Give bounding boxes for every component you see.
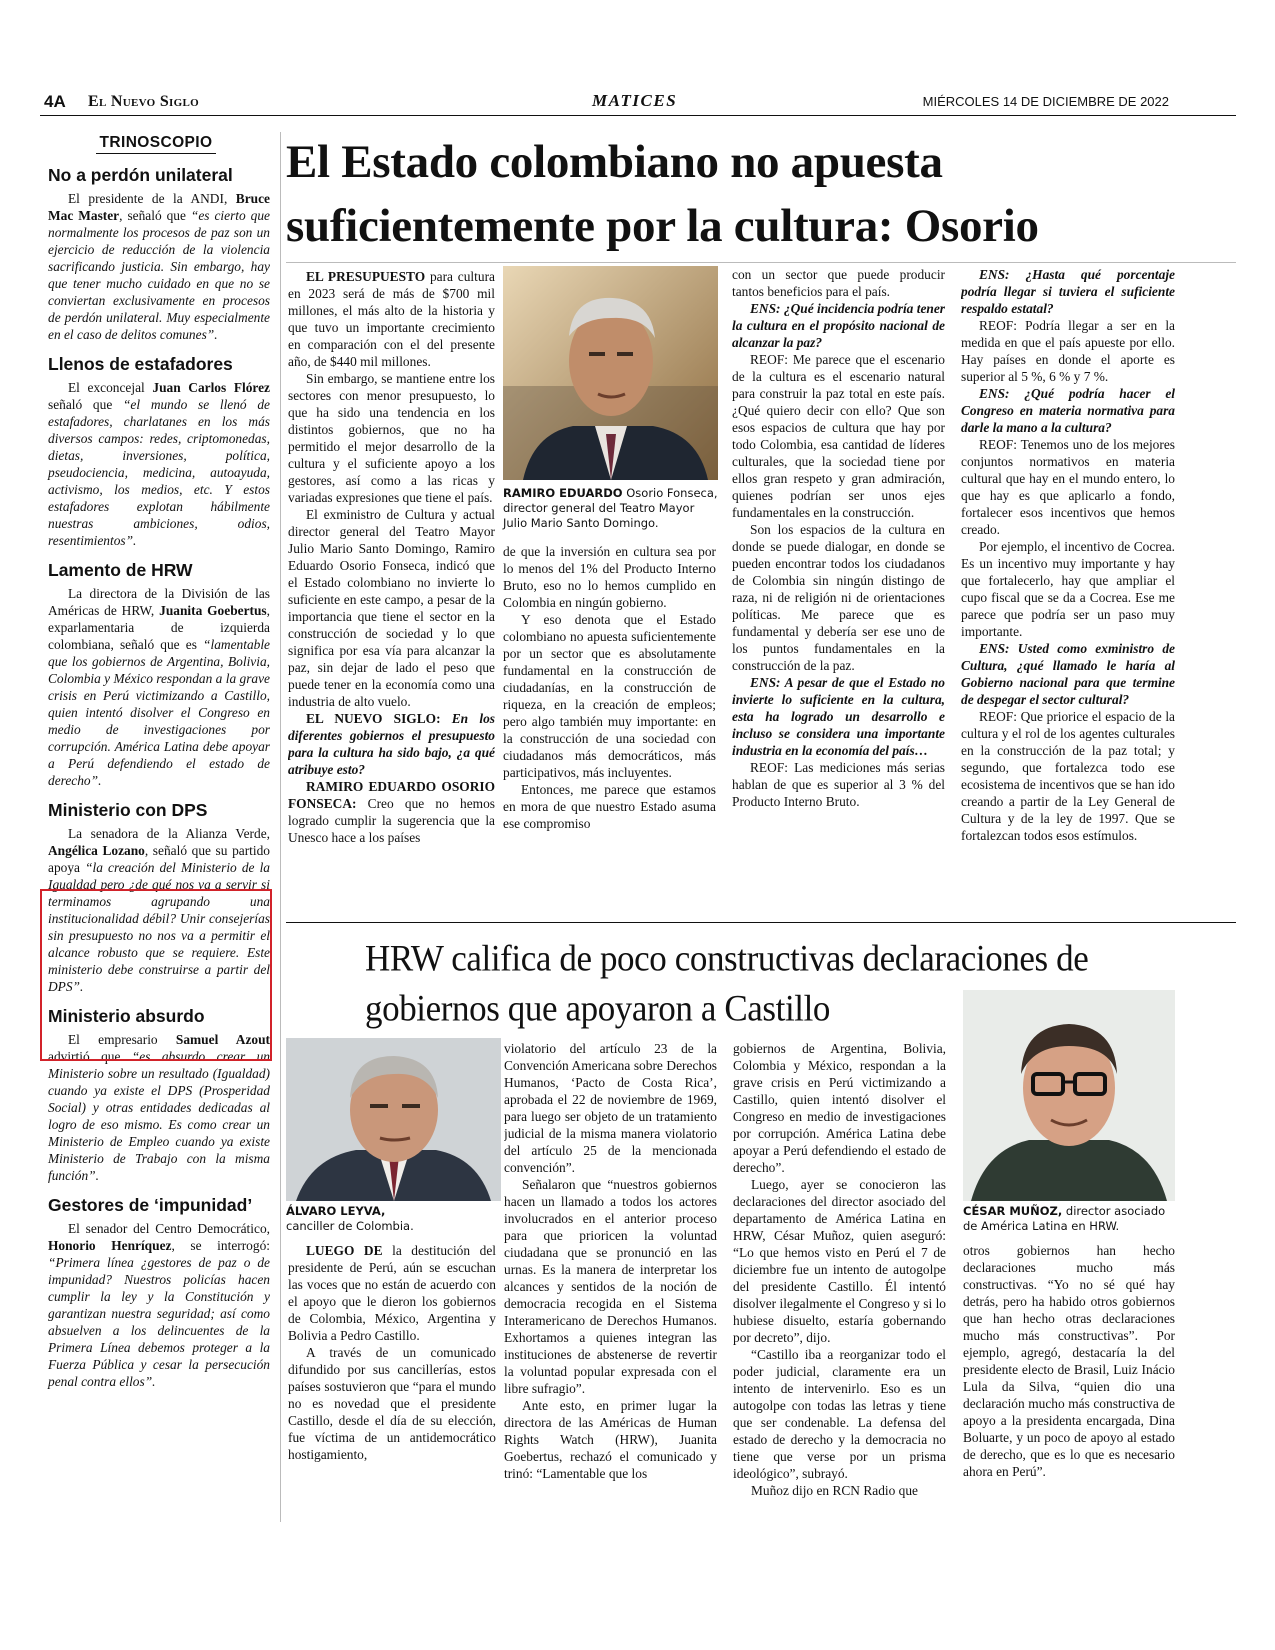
trino-text	[42, 190, 270, 343]
trino-text	[42, 585, 270, 789]
section-name: MATICES	[592, 91, 678, 110]
trino-item	[42, 164, 270, 343]
paragraph: gobiernos de Argentina, Bolivia, Colombia y México, respondan a la grave crisis en Perú victimizando a Castillo, quien intentó disolver el Congreso en medio de investigaciones por corrupción. América Latina debe apoyar a Perú defendiendo el estado de derecho”.	[733, 1041, 946, 1175]
paragraph: Muñoz dijo en RCN Radio que	[751, 1483, 918, 1498]
answer: REOF: Podría llegar a ser en la medida en que el país apueste por ello. Hay países en donde el aporte es superior al 5 %, 6 % y 7 %.	[961, 318, 1175, 384]
question: ENS: Usted como exministro de Cultura, ¿qué llamado le haría al Gobierno nacional para que termine de despegar el sector cultural?	[961, 641, 1175, 707]
article2-column-4	[963, 1242, 1175, 1532]
article1-column-4	[961, 266, 1175, 878]
photo-caption-munoz: CÉSAR MUÑOZ, director asociado de América Latina en HRW.	[963, 1204, 1166, 1233]
trino-heading: Ministerio absurdo	[48, 1006, 205, 1026]
header-rule	[40, 115, 1236, 116]
trino-mid: , exparlamentaria de izquierda colombiana, señaló que es	[48, 603, 271, 652]
article-separator	[286, 922, 1236, 923]
trino-name: Honorio Henríquez	[48, 1238, 172, 1253]
article1-column-2	[503, 543, 716, 879]
question: EL NUEVO SIGLO: En los diferentes gobiernos el presupuesto para la cultura ha sido bajo, ¿a qué atribuye esto?	[288, 711, 495, 777]
paragraph: de que la inversión en cultura sea por lo menos del 1% del Producto Interno Bruto, eso no lo hemos cumplido en Colombia en ningún gobierno.	[503, 544, 716, 610]
trino-name: Samuel Azout	[175, 1032, 270, 1047]
trino-name: Angélica Lozano	[48, 843, 145, 858]
trino-lead: El empresario	[68, 1032, 176, 1047]
question: ENS: ¿Hasta qué porcentaje podría llegar si tuviera el suficiente respaldo estatal?	[961, 267, 1175, 316]
answer: REOF: Que priorice el espacio de la cultura y el rol de los agentes culturales en la construcción de la paz total; y segundo, que fortalezca todo ese ecosistema de incentivos que se han ido creando a partir de la Ley General de Cultura y de la ley de 1997. Que se fortalezcan todos esos estímulos.	[961, 709, 1175, 843]
lead-caps: EL PRESUPUESTO	[306, 269, 426, 284]
trino-mid: , se interrogó:	[171, 1238, 270, 1253]
answer: REOF: Me parece que el escenario de la cultura es el escenario natural para construir la paz total en este país. ¿Qué quiero decir con ello? Que son esos espacios de cultura que hay por todo Colombia, esa cantidad de líderes culturales, que la sociedad tiene por ellos gran respeto y gran admiración, quienes podrían ser unos ejes fundamentales en la construcción.	[732, 352, 945, 520]
trino-mid: señaló que	[48, 397, 123, 412]
article2-column-1	[288, 1242, 496, 1532]
answer: Son los espacios de la cultura en donde se puede dialogar, en donde se pueden encontrar todos los ciudadanos de Colombia sin ningún distingo de raza, ni de religión ni de orientaciones políticas. Me parece que es fundamental y debería ser ese uno de los puntos fundamentales en la construcción de la paz.	[732, 522, 945, 673]
trino-mid: , señaló que	[119, 208, 191, 223]
trino-item	[42, 353, 270, 549]
answer: REOF: Tenemos uno de los mejores conjuntos normativos en materia cultural que hay en el mundo entero, lo que hay es que aplicarlo a fondo, fortalecer esos incentivos que hemos creado.	[961, 437, 1175, 537]
trino-quote: “es cierto que normalmente los procesos de paz son un ejercicio de reducción de la violencia sacrificando justicia. Sin embargo, hay que tener mucho cuidado en que no se conviertan exclusivamente en procesos de perdón unilateral. Muy especialmente en el caso de delitos comunes”.	[48, 208, 270, 342]
trino-lead: El presidente de la ANDI,	[68, 191, 236, 206]
trino-name: Bruce Mac Master	[48, 191, 270, 223]
paragraph: Sin embargo, se mantiene entre los sectores con menor presupuesto, lo que ha sido una tendencia en los distintos gobiernos, que no ha permitido el mejor desarrollo de la cultura y el suficiente apoyo a los gestores, así como a las ricas y variadas expresiones que tiene el país.	[288, 371, 495, 505]
issue-date: MIÉRCOLES 14 DE DICIEMBRE DE 2022	[922, 94, 1169, 109]
trino-heading: Gestores de ‘impunidad’	[48, 1195, 253, 1215]
article1-column-1	[288, 268, 495, 878]
paragraph: “Castillo iba a reorganizar todo el poder judicial, claramente era un intento de intervenirlo. Eso es un autogolpe con todas las letras y tiene que ser condenable. La defensa del estado de derecho y la democracia no tiene que verse por un prisma ideológico”, subrayó.	[733, 1347, 946, 1481]
newspaper-name: El Nuevo Siglo	[88, 93, 199, 110]
article1-headline: El Estado colombiano no apuesta suficientemente por la cultura: Osorio	[286, 136, 1039, 252]
trinoscopio-sidebar	[42, 122, 270, 1400]
trino-quote: “es absurdo crear un Ministerio sobre un resultado (Igualdad) cuando ya existe el DPS (Prosperidad Social) y otras entidades dedicadas al logro de eso mismo. Es como crear un Ministerio de Empleo cuando ya existe Ministerio de Trabajo con la misma función”.	[48, 1049, 270, 1183]
paragraph: Y eso denota que el Estado colombiano no apuesta suficientemente por un sector que es absolutamente fundamental en la construcción de ciudadanías, en la construcción de riqueza, en la creación de empleos; pero algo también muy importante: en la construcción de una sociedad con ciudadanos más democráticos, más participativos, más incluyentes.	[503, 612, 716, 780]
lead-caps: LUEGO DE	[306, 1243, 383, 1258]
answer: REOF: Las mediciones más serias hablan de que es superior al 3 % del Producto Interno Bruto.	[732, 760, 945, 809]
paragraph: A través de un comunicado difundido por sus cancillerías, estos países sostuvieron que “para el mundo no es novedad que el presidente Castillo, desde el día de su elección, fue víctima de un antidemocrático hostigamiento,	[288, 1345, 496, 1462]
article2-column-2	[504, 1040, 717, 1532]
trino-heading: Lamento de HRW	[48, 560, 193, 580]
paragraph: Señalaron que “nuestros gobiernos hacen un llamado a todos los actores involucrados en el anterior proceso para que prioricen la voluntad ciudadana que se pronunció en las urnas. Es la manera de interpretar los alcances y sentidos de la noción de democracia recogida en el Sistema Interamericano de Derechos Humanos. Exhortamos a quienes integran las instituciones de abstenerse de revertir la voluntad popular expresada con el libre sufragio”.	[504, 1177, 717, 1396]
article2-headline: HRW califica de poco constructivas declaraciones de gobiernos que apoyaron a Castillo	[365, 937, 1089, 1030]
trino-text	[42, 1220, 270, 1390]
article2-lead: LUEGO DE la destitución del presidente de Perú, aún se escuchan las voces que no están de acuerdo con el apoyo que le dieron los gobiernos de Colombia, México, Argentina y Bolivia a Pedro Castillo.	[288, 1243, 496, 1343]
page-number: 4A	[44, 92, 66, 111]
question: ENS: ¿Qué podría hacer el Congreso en materia normativa para darle la mano a la cultura?	[961, 386, 1175, 435]
highlight-box	[40, 889, 272, 1061]
trino-quote: “Primera línea ¿gestores de paz o de impunidad? Nuestros policías hacen cumplir la ley y la Constitución y garantizan nuestra seguridad; así como absuelven a los delincuentes de la Primera Línea debemos proteger a la Fuerza Pública y cesar la persecución penal contra ellos”.	[48, 1255, 270, 1389]
trino-mid: , señaló que su partido apoya	[48, 843, 271, 875]
trino-lead: La senadora de la Alianza Verde,	[68, 826, 270, 841]
paragraph: Luego, ayer se conocieron las declaraciones del director asociado del departamento de América Latina en HRW, César Muñoz, quien aseguró: “Lo que hemos visto en Perú el 7 de diciembre fue un intento de autogolpe del presidente Castillo. Él intentó disolver ilegalmente el Congreso y si lo hubiese disuelto, estaría gobernando por decreto”, dijo.	[733, 1177, 946, 1345]
trino-quote: “la creación del Ministerio de la Igualdad pero ¿de qué nos va a servir si terminamos agrupando una institucionalidad débil? Unir consejerías sin presupuesto no nos va a permitir el alcance robusto que se requiere. Este ministerio debe construirse a partir del DPS”.	[48, 860, 270, 994]
paragraph: violatorio del artículo 23 de la Convención Americana sobre Derechos Humanos, ‘Pacto de Costa Rica’, aprobada el 22 de noviembre de 1969, para luego ser objeto de un tratamiento judicial de la misma manera violatorio del artículo 25 de la mencionada convención”.	[504, 1041, 717, 1175]
trino-text	[42, 379, 270, 549]
photo-caption-leyva: ÁLVARO LEYVA, canciller de Colombia.	[286, 1204, 414, 1233]
trino-heading: Llenos de estafadores	[48, 354, 233, 374]
question: ENS: A pesar de que el Estado no invierte lo suficiente en la cultura, esta ha logrado un desarrollo e incluso se considera una importante industria en la economía del país…	[732, 675, 945, 758]
trino-heading: Ministerio con DPS	[48, 800, 208, 820]
sidebar-title: TRINOSCOPIO	[42, 134, 270, 152]
article1-column-3	[732, 266, 945, 878]
column-divider	[280, 132, 281, 1522]
trino-heading: No a perdón unilateral	[48, 165, 233, 185]
trino-item	[42, 1194, 270, 1390]
paragraph: otros gobiernos han hecho declaraciones mucho más constructivas. “Yo no sé qué hay detrás, pero ha habido otros gobiernos que han hecho otras declaraciones mucho más constructivas”. Por ejemplo, agregó, destacaría la del presidente electo de Brasil, Luiz Inácio Lula da Silva, “quien dio una declaración mucho más constructiva de apoyo a la presidenta encargada, Dina Boluarte, y un poco de apoyo al estado de derecho, que es lo que es necesario ahora en Perú”.	[963, 1243, 1175, 1479]
article1-lead: EL PRESUPUESTO para cultura en 2023 será de más de $700 mil millones, el más alto de la historia y que tuvo un importante crecimiento en comparación con el del presente año, de $440 mil millones.	[288, 269, 495, 369]
cesar-munoz-photo	[963, 990, 1175, 1201]
paragraph: Ante esto, en primer lugar la directora de las Américas de Human Rights Watch (HRW), Juanita Goebertus, rechazó el comunicado y trinó: “Lamentable que los	[504, 1398, 717, 1481]
trino-lead: El senador del Centro Democrático,	[68, 1221, 270, 1236]
paragraph: Entonces, me parece que estamos en mora de que nuestro Estado asuma ese compromiso	[503, 782, 716, 831]
trino-mid: advirtió que	[48, 1049, 132, 1064]
trino-item	[42, 559, 270, 789]
answer: RAMIRO EDUARDO OSORIO FONSECA: Creo que no hemos logrado cumplir la sugerencia que la Unesco hace a los países	[288, 779, 495, 845]
trino-name: Juanita Goebertus	[159, 603, 267, 618]
answer: Por ejemplo, el incentivo de Cocrea. Es un incentivo muy importante y hay que fortalecerlo, hay que ampliar el cupo fiscal que se da a Cocrea. Ese me parece que podría ser un paso muy importante.	[961, 539, 1175, 639]
photo-caption-osorio: RAMIRO EDUARDO Osorio Fonseca, director general del Teatro Mayor Julio Mario Santo Domingo.	[503, 486, 718, 530]
headline-rule	[286, 262, 1236, 263]
ramiro-osorio-photo	[503, 266, 718, 480]
trino-quote: “lamentable que los gobiernos de Argentina, Bolivia, Colombia y México respondan a la grave crisis en Perú victimizando a Castillo, quien intentó disolver el Congreso en medio de investigaciones por corrupción. América Latina debe apoyar a Perú defendiendo el estado de derecho”.	[48, 637, 270, 788]
paragraph: con un sector que puede producir tantos beneficios para el país.	[732, 267, 945, 299]
trino-name: Juan Carlos Flórez	[152, 380, 270, 395]
alvaro-leyva-photo	[286, 1038, 501, 1201]
article2-column-3	[733, 1040, 946, 1532]
paragraph: El exministro de Cultura y actual director general del Teatro Mayor Julio Mario Santo Domingo, Ramiro Eduardo Osorio Fonseca, indicó que el Estado colombiano no invierte lo suficiente en este campo, a pesar de la importancia que tiene el sector en la construcción de sociedad y lo que significa por esa vía para alcanzar la paz, sin dejar de lado el peso que puede tener en la economía como una industria de alto vuelo.	[288, 507, 495, 709]
question: ENS: ¿Qué incidencia podría tener la cultura en el propósito nacional de alcanzar la paz?	[732, 301, 945, 350]
trino-lead: El exconcejal	[68, 380, 153, 395]
trino-quote: “el mundo se llenó de estafadores, charlatanes en los más diversos campos: redes, criptomonedas, dietas, inversiones, política, pseudociencia, medicina, autoayuda, activismo, los medios, etc. Y estos estafadores explotan hábilmente nuestras ambiciones, odios, resentimientos”.	[48, 397, 270, 548]
trino-lead: La directora de la División de las Américas de HRW,	[48, 586, 270, 618]
